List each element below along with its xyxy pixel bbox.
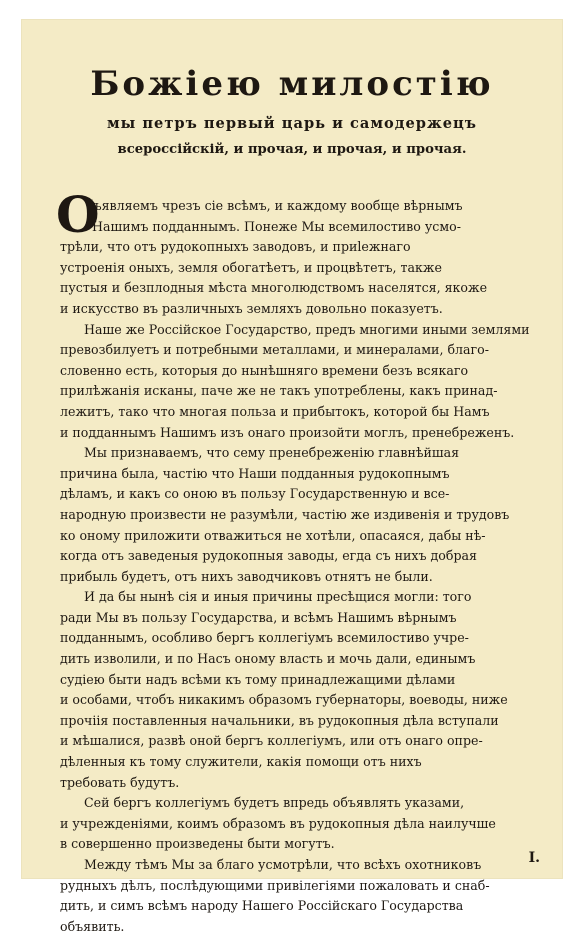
paragraph-line: Нашимъ подданнымъ. Понеже Мы всемилостиво усмо- <box>92 218 461 234</box>
paragraph-line: и особами, чтобъ никакимъ образомъ губернаторы, воеводы, ниже <box>60 692 508 708</box>
paragraph-line: когда отъ заведеныя рудокопныя заводы, егда съ нихъ добрая <box>60 548 477 564</box>
document-subtitle-line-1: мы петръ первый царь и самодержецъ <box>106 115 478 132</box>
document-subtitle-line-2: всероссійскій, и прочая, и прочая, и прочая. <box>117 142 467 157</box>
paragraph-line: требовать будутъ. <box>60 774 180 790</box>
paragraph-line: трѣли, что отъ рудокопныхъ заводовъ, и приlежнаго <box>60 239 411 255</box>
document-body <box>56 185 550 937</box>
paragraph-line: дѣламъ, и какъ со оною въ пользу Государственную и все- <box>60 486 450 502</box>
paragraph-line: причина была, частію что Наши подданныя рудокопнымъ <box>60 465 450 481</box>
paragraph-line: рудныхъ дѣлъ, послѣдующими привілегіями пожаловать и снаб- <box>60 877 490 893</box>
paragraph-line: устроенія оныхъ, земля обогатѣетъ, и процвѣтетъ, также <box>60 259 442 275</box>
paragraph-2 <box>60 320 550 444</box>
paragraph-line: объявить. <box>60 918 125 934</box>
paragraph-line: в совершенно произведены быти могутъ. <box>60 836 335 852</box>
paragraph-1 <box>56 185 550 320</box>
paragraph-line: подданнымъ, особливо бергъ коллегіумъ всемилостиво учре- <box>60 630 469 646</box>
paragraph-line: прибыль будетъ, отъ нихъ заводчиковъ отнятъ не были. <box>60 568 433 584</box>
page-number: I. <box>528 850 540 866</box>
paragraph-line: превозбилуетъ и потребными металлами, и минералами, благо- <box>60 342 489 358</box>
paragraph-line: дить изволили, и по Насъ оному власть и мочь дали, единымъ <box>60 651 476 667</box>
paragraph-line: Между тѣмъ Мы за благо усмотрѣли, что всѣхъ охотниковъ <box>84 857 482 872</box>
paragraph-line: И да бы нынѣ сія и иныя причины пресѣщися могли: того <box>84 589 472 605</box>
paragraph-line: Мы признаваемъ, что сему пренебреженію главнѣйшая <box>84 445 460 461</box>
paragraph-line: ради Мы въ пользу Государства, и всѣмъ Нашимъ вѣрнымъ <box>60 609 457 625</box>
paragraph-6 <box>60 855 550 937</box>
paragraph-4 <box>60 587 550 793</box>
document-title: Божіею милостію <box>90 64 494 104</box>
paragraph-line: дить, и симъ всѣмъ народу Нашего Россійскаго Государства <box>60 898 464 914</box>
paragraph-line: судіею быти надъ всѣми къ тому принадлежащими дѣлами <box>60 671 456 687</box>
paragraph-line: словенно есть, которыя до нынѣшняго времени безъ всякаго <box>60 362 469 378</box>
paragraph-line: Наше же Россійское Государство, предъ многими иными землями <box>84 321 530 337</box>
paragraph-line: и искусство въ различныхъ земляхъ довольно показуетъ. <box>60 300 443 316</box>
paragraph-line: и мѣшалися, развѣ оной бергъ коллегіумъ, или отъ онаго опре- <box>60 733 483 749</box>
paragraph-line: пустыя и безплодныя мѣста многолюдствомъ населятся, якоже <box>60 280 488 296</box>
paragraph-line: народную произвести не разумѣли, частію же издивенія и трудовъ <box>60 506 510 522</box>
drop-cap: О <box>56 185 100 244</box>
paragraph-line: Сей бергъ коллегіумъ будетъ впредь объявлять указами, <box>84 795 465 811</box>
paragraph-5 <box>60 793 550 855</box>
paragraph-line: бъявляемъ чрезъ сіе всѣмъ, и каждому вообще вѣрнымъ <box>86 198 463 213</box>
paragraph-3 <box>60 443 550 587</box>
paragraph-line: прочіія поставленныя начальники, въ рудокопныя дѣла вступали <box>60 712 499 728</box>
paragraph-line: прилѣжанія исканы, паче же не такъ употреблены, какъ принад- <box>60 383 498 399</box>
paragraph-line: дѣленныя къ тому служители, какія помощи отъ нихъ <box>60 754 422 770</box>
paragraph-line: и подданнымъ Нашимъ изъ онаго произойти моглъ, пренебреженъ. <box>60 424 515 440</box>
paragraph-line: лежитъ, тако что многая польза и прибытокъ, которой бы Намъ <box>60 403 490 419</box>
document-page <box>22 20 562 934</box>
paragraph-line: и учрежденіями, коимъ образомъ въ рудокопныя дѣла наилучше <box>60 815 496 831</box>
paragraph-line: ко оному приложити отважиться не хотѣли, опасаяся, дабы нѣ- <box>60 527 486 543</box>
